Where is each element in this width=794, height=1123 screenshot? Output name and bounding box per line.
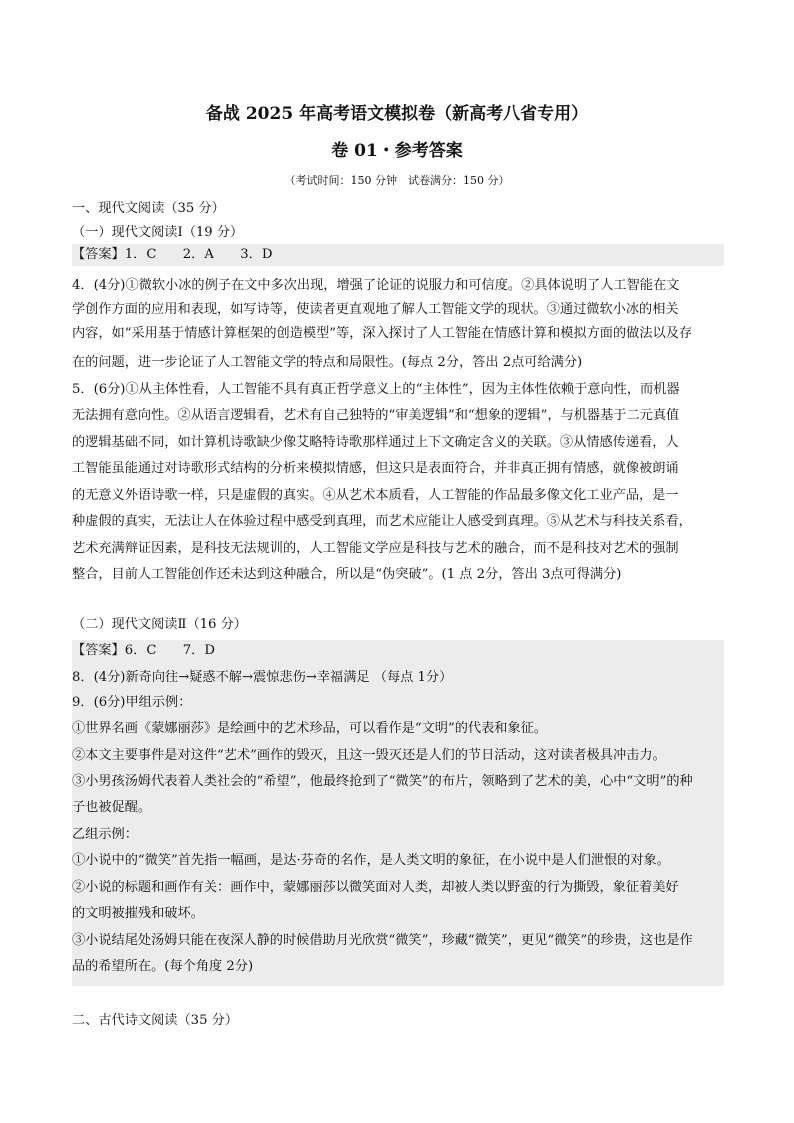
text-line: ②本文主要事件是对这件“艺术”画作的毁灭，且这一毁灭还是人们的节日活动，这对读者极具冲击力。 xyxy=(72,748,666,763)
text-line: 内容，如“采用基于情感计算框架的创造模型”等，深入探讨了人工智能在情感计算和模拟方面的做法以及存 xyxy=(72,326,693,341)
answer-line: 【答案】6．C 7．D xyxy=(72,643,215,658)
text-line: ③小说结尾处汤姆只能在夜深人静的时候借助月光欣赏“微笑”，珍藏“微笑”，更见“微笑”的珍贵，这也是作 xyxy=(72,933,693,948)
section-heading: 一、现代文阅读（35 分） xyxy=(72,201,225,216)
text-line: 工智能虽能通过对诗歌形式结构的分析来模拟情感，但这只是表面符合，并非真正拥有情感，就像被朗诵 xyxy=(72,461,679,476)
text-line: 乙组示例： xyxy=(72,827,138,842)
text-line: ②小说的标题和画作有关：画作中，蒙娜丽莎以微笑面对人类，却被人类以野蛮的行为撕毁，象征着美好 xyxy=(72,880,679,895)
section-heading: 二、古代诗文阅读（35 分） xyxy=(72,1013,239,1028)
text-line: ①小说中的“微笑”首先指一幅画，是达·芬奇的名作，是人类文明的象征，在小说中是人们泄恨的对象。 xyxy=(72,853,670,868)
text-line: 4．(4分)①微软小冰的例子在文中多次出现，增强了论证的说服力和可信度。②具体说明了人工智能在文 xyxy=(72,278,680,293)
text-line: 9．(6分)甲组示例： xyxy=(72,695,192,710)
text-line: 5．(6分)①从主体性看，人工智能不具有真正哲学意义上的“主体性”，因为主体性依赖于意向性，而机器 xyxy=(72,382,680,397)
text-line: 在的问题，进一步论证了人工智能文学的特点和局限性。(每点 2分，答出 2点可给满分) xyxy=(72,355,583,370)
text-line: 的逻辑基础不同，如计算机诗歌缺少像艾略特诗歌那样通过上下文确定含义的关联。③从情感传递看，人 xyxy=(72,435,679,450)
text-line: 无法拥有意向性。②从语言逻辑看，艺术有自己独特的“审美逻辑”和“想象的逻辑”，与机器基于二元真值 xyxy=(72,408,680,423)
text-line: 种虚假的真实，无法让人在体验过程中感受到真理，而艺术应能让人感受到真理。⑤从艺术与科技关系看， xyxy=(72,514,692,529)
answer-key-subtitle: 卷 01・参考答案 xyxy=(331,141,463,161)
text-line: 子也被促醒。 xyxy=(72,800,152,815)
exam-title: 备战 2025 年高考语文模拟卷（新高考八省专用） xyxy=(205,104,589,124)
text-line: 的文明被摧残和破坏。 xyxy=(72,906,204,921)
text-line: 学创作方面的应用和表现，如写诗等，使读者更直观地了解人工智能文学的现状。③通过微软小冰的相关 xyxy=(72,302,679,317)
exam-time-note: （考试时间：150 分钟 试卷满分：150 分） xyxy=(284,174,510,187)
subsection-heading: （二）现代文阅读Ⅱ（16 分） xyxy=(72,617,247,632)
text-line: 品的希望所在。(每个角度 2分) xyxy=(72,959,254,974)
answer-line: 【答案】1．C 2．A 3．D xyxy=(72,247,273,262)
text-line: ③小男孩汤姆代表着人类社会的“希望”，他最终抢到了“微笑”的布片，领略到了艺术的美，心中“文明”的种 xyxy=(72,774,693,789)
text-line: ①世界名画《蒙娜丽莎》是绘画中的艺术珍品，可以看作是“文明”的代表和象征。 xyxy=(72,721,548,736)
text-line: 的无意义外语诗歌一样，只是虚假的真实。④从艺术本质看，人工智能的作品最多像文化工业产品，是一 xyxy=(72,488,679,503)
text-line: 艺术充满辩证因素，是科技无法规训的，人工智能文学应是科技与艺术的融合，而不是科技对艺术的强制 xyxy=(72,541,679,556)
subsection-heading: （一）现代文阅读Ⅰ（19 分） xyxy=(72,225,244,240)
text-line: 整合，目前人工智能创作还未达到这种融合，所以是“伪突破”。(1 点 2分，答出 3点可得满分) xyxy=(72,567,622,582)
text-line: 8．(4分)新奇向往→疑惑不解→震惊悲伤→幸福满足 （每点 1分） xyxy=(72,670,453,685)
